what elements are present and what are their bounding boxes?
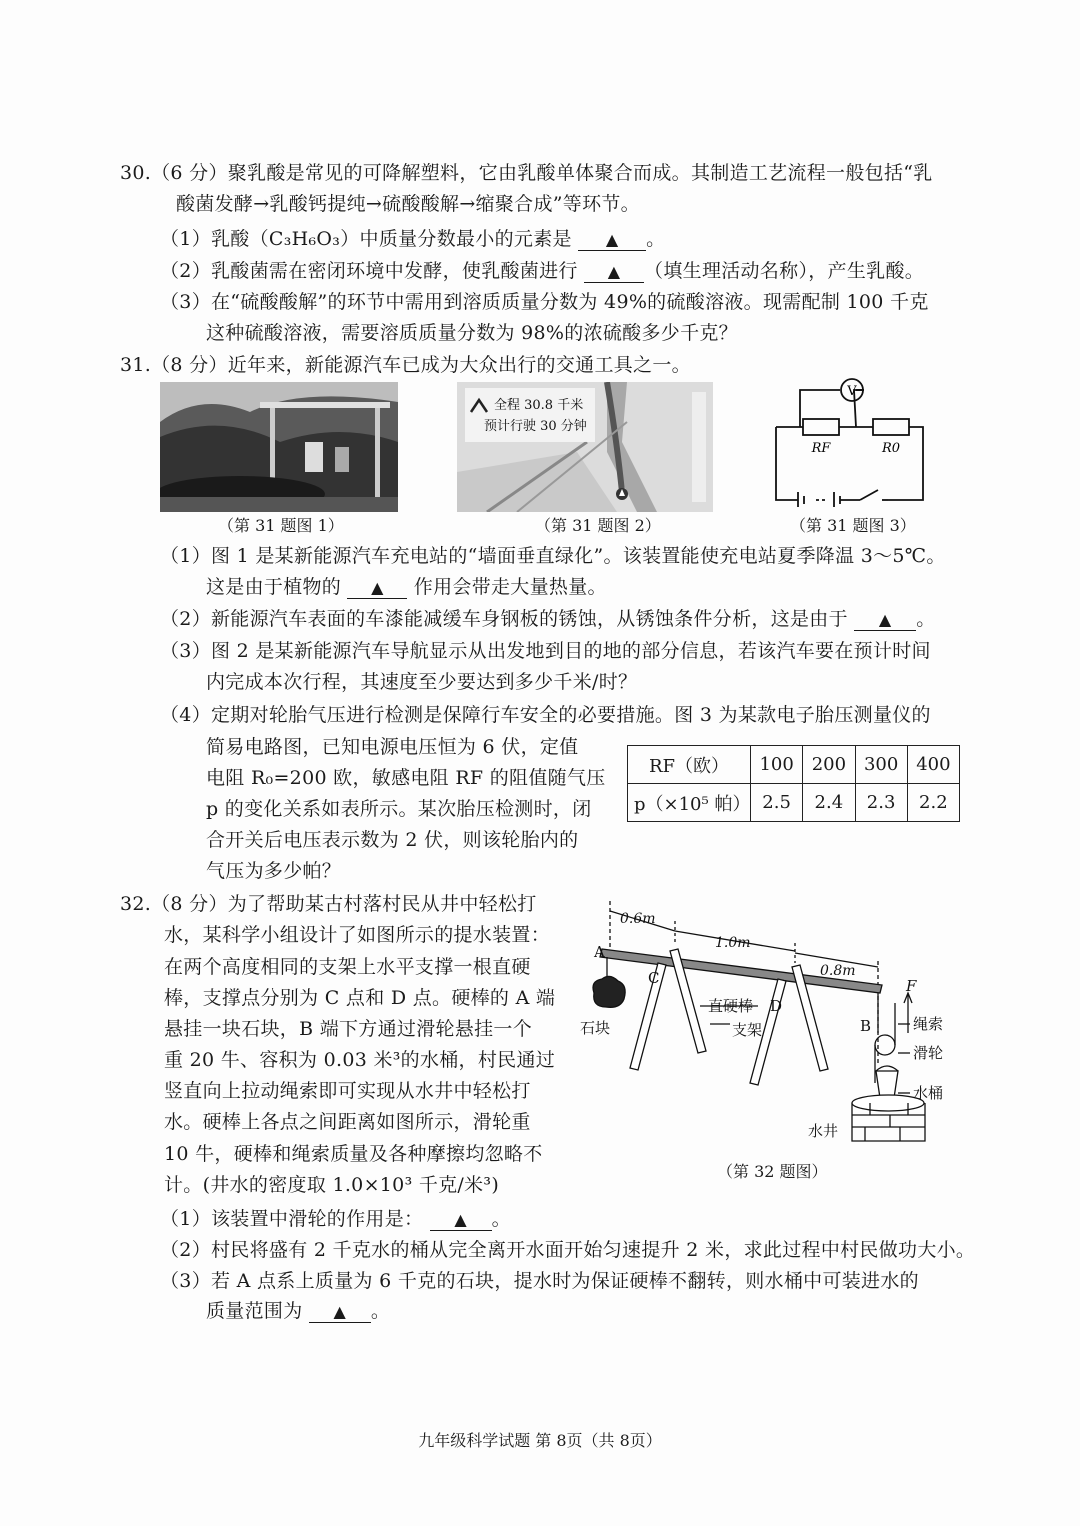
q30-sub1	[160, 226, 665, 252]
answer-blank[interactable]: ▲	[854, 610, 916, 631]
q32-line4: 棒，支撑点分别为 C 点和 D 点。硬棒的 A 端	[164, 987, 556, 1009]
q31-sub1-end: 作用会带走大量热量。	[413, 576, 607, 598]
answer-blank[interactable]: ▲	[347, 578, 407, 599]
voltmeter-symbol: V	[847, 384, 857, 399]
q31-sub3-line1: （3）图 2 是某新能源汽车导航显示从出发地到目的地的部分信息，若该汽车要在预计时间	[160, 640, 931, 662]
q31-sub4-line3: 电阻 R₀=200 欧，敏感电阻 RF 的阻值随气压	[206, 767, 606, 789]
table-cell: 2.5	[751, 784, 803, 822]
charging-station-photo	[160, 382, 398, 512]
q31-sub4-line1: （4）定期对轮胎气压进行检测是保障行车安全的必要措施。图 3 为某款电子胎压测量仪的	[160, 704, 931, 726]
table-cell: 2.3	[855, 784, 907, 822]
q31-sub4-line5: 合开关后电压表示数为 2 伏，则该轮胎内的	[206, 829, 579, 851]
label-rf: RF	[811, 441, 831, 456]
navigation-map	[457, 382, 713, 512]
q30-line1: 30.（6 分）聚乳酸是常见的可降解塑料，它由乳酸单体聚合而成。其制造工艺流程一般包括“乳	[120, 162, 933, 184]
figure1-caption: （第 31 题图 1）	[218, 516, 344, 535]
q31-line1: 31.（8 分）近年来，新能源汽车已成为大众出行的交通工具之一。	[120, 354, 691, 376]
page-footer: 九年级科学试题 第 8页（共 8页）	[418, 1431, 662, 1450]
table-cell: 2.4	[803, 784, 855, 822]
q30-sub2-text: （2）乳酸菌需在密闭环境中发酵，使乳酸菌进行	[160, 260, 578, 282]
q32-line9: 10 牛，硬棒和绳索质量及各种摩擦均忽略不	[164, 1143, 543, 1165]
q31-sub4-line6: 气压为多少帕？	[206, 860, 342, 882]
point-a-label: A	[594, 943, 605, 961]
q31-sub4-line2: 简易电路图，已知电源电压恒为 6 伏，定值	[206, 736, 579, 758]
bucket-label: 水桶	[913, 1084, 944, 1102]
q32-line7: 竖直向上拉动绳索即可实现从水井中轻松打	[164, 1080, 531, 1102]
table-header-p: p（×10⁵ 帕）	[628, 784, 751, 822]
table-cell: 200	[803, 746, 855, 784]
q31-sub2-end: 。	[916, 608, 936, 630]
stone-label: 石块	[580, 1019, 611, 1037]
dimension-cd: 1.0m	[715, 935, 751, 951]
table-cell: 400	[907, 746, 959, 784]
q31-sub2	[160, 606, 936, 632]
answer-blank[interactable]: ▲	[578, 230, 646, 251]
q32-line8: 水。硬棒上各点之间距离如图所示，滑轮重	[164, 1111, 531, 1133]
pulley-label: 滑轮	[913, 1044, 944, 1062]
rod-label: 直硬棒	[708, 997, 754, 1015]
point-c-label: C	[648, 969, 660, 987]
answer-blank[interactable]: ▲	[430, 1210, 492, 1231]
q32-line3: 在两个高度相同的支架上水平支撑一根直硬	[164, 956, 531, 978]
nav-duration: 预计行驶 30 分钟	[484, 419, 587, 434]
table-header-rf: RF（欧）	[628, 746, 751, 784]
q32-line6: 重 20 牛、容积为 0.03 米³的水桶，村民通过	[164, 1049, 556, 1071]
figure3-caption: （第 31 题图 3）	[790, 516, 916, 535]
answer-blank[interactable]: ▲	[584, 262, 644, 283]
figure32-caption: （第 32 题图）	[717, 1162, 828, 1181]
q32-sub3-line1: （3）若 A 点系上质量为 6 千克的石块，提水时为保证硬棒不翻转，则水桶中可装进水的	[160, 1270, 919, 1292]
q31-sub4-line4: p 的变化关系如表所示。某次胎压检测时，闭	[206, 798, 592, 820]
q31-sub1-line1: （1）图 1 是某新能源汽车充电站的“墙面垂直绿化”。该装置能使充电站夏季降温 3～5℃。	[160, 545, 946, 567]
q32-sub3-end: 。	[370, 1300, 391, 1322]
q31-sub1-text: 这是由于植物的	[206, 576, 342, 598]
q30-sub1-text: （1）乳酸（C₃H₆O₃）中质量分数最小的元素是	[160, 228, 572, 250]
circuit-diagram	[768, 372, 928, 507]
rf-pressure-table	[627, 745, 960, 822]
q32-sub1	[160, 1206, 511, 1232]
q32-sub1-end: 。	[491, 1208, 511, 1230]
table-cell: 100	[751, 746, 803, 784]
well-label: 水井	[808, 1122, 839, 1140]
table-cell: 2.2	[907, 784, 959, 822]
answer-blank[interactable]: ▲	[309, 1302, 371, 1323]
q31-sub3-line2: 内完成本次行程，其速度至少要达到多少千米/时？	[206, 671, 638, 693]
dimension-ac: 0.6m	[620, 911, 656, 927]
q30-sub3-line2: 这种硫酸溶液，需要溶质质量分数为 98%的浓硫酸多少千克？	[206, 322, 738, 344]
table-row	[628, 784, 960, 822]
q32-sub2: （2）村民将盛有 2 千克水的桶从完全离开水面开始匀速提升 2 米，求此过程中村民做功大小。	[160, 1239, 976, 1261]
q30-sub2	[160, 258, 924, 284]
q32-line1: 32.（8 分）为了帮助某古村落村民从井中轻松打	[120, 893, 537, 915]
dimension-db: 0.8m	[820, 963, 856, 979]
q32-sub1-text: （1）该装置中滑轮的作用是：	[160, 1208, 424, 1230]
q31-sub1-line2	[206, 574, 607, 600]
water-lifting-device-diagram	[580, 893, 970, 1143]
q32-sub3-text: 质量范围为	[206, 1300, 303, 1322]
label-r0: R0	[881, 441, 901, 456]
frame-label: 支架	[732, 1021, 763, 1039]
q32-sub3-line2	[206, 1298, 390, 1324]
q30-sub1-end: 。	[646, 228, 666, 250]
q30-line2: 酸菌发酵→乳酸钙提纯→硫酸酸解→缩聚合成”等环节。	[176, 193, 640, 215]
figure2-caption: （第 31 题图 2）	[535, 516, 661, 535]
q30-sub2-end: （填生理活动名称），产生乳酸。	[644, 260, 925, 282]
q32-line2: 水，某科学小组设计了如图所示的提水装置：	[164, 924, 551, 946]
rope-label: 绳索	[913, 1015, 944, 1033]
nav-distance: 全程 30.8 千米	[494, 398, 584, 413]
q30-sub3-line1: （3）在“硫酸酸解”的环节中需用到溶质质量分数为 49%的硫酸溶液。现需配制 100 千克	[160, 291, 929, 313]
q31-sub2-text: （2）新能源汽车表面的车漆能减缓车身钢板的锈蚀，从锈蚀条件分析，这是由于	[160, 608, 848, 630]
q32-line5: 悬挂一块石块，B 端下方通过滑轮悬挂一个	[164, 1018, 533, 1040]
table-cell: 300	[855, 746, 907, 784]
q32-line10: 计。(井水的密度取 1.0×10³ 千克/米³)	[164, 1174, 500, 1196]
point-d-label: D	[770, 997, 783, 1015]
force-f-label: F	[906, 977, 917, 995]
table-row	[628, 746, 960, 784]
point-b-label: B	[860, 1017, 872, 1035]
